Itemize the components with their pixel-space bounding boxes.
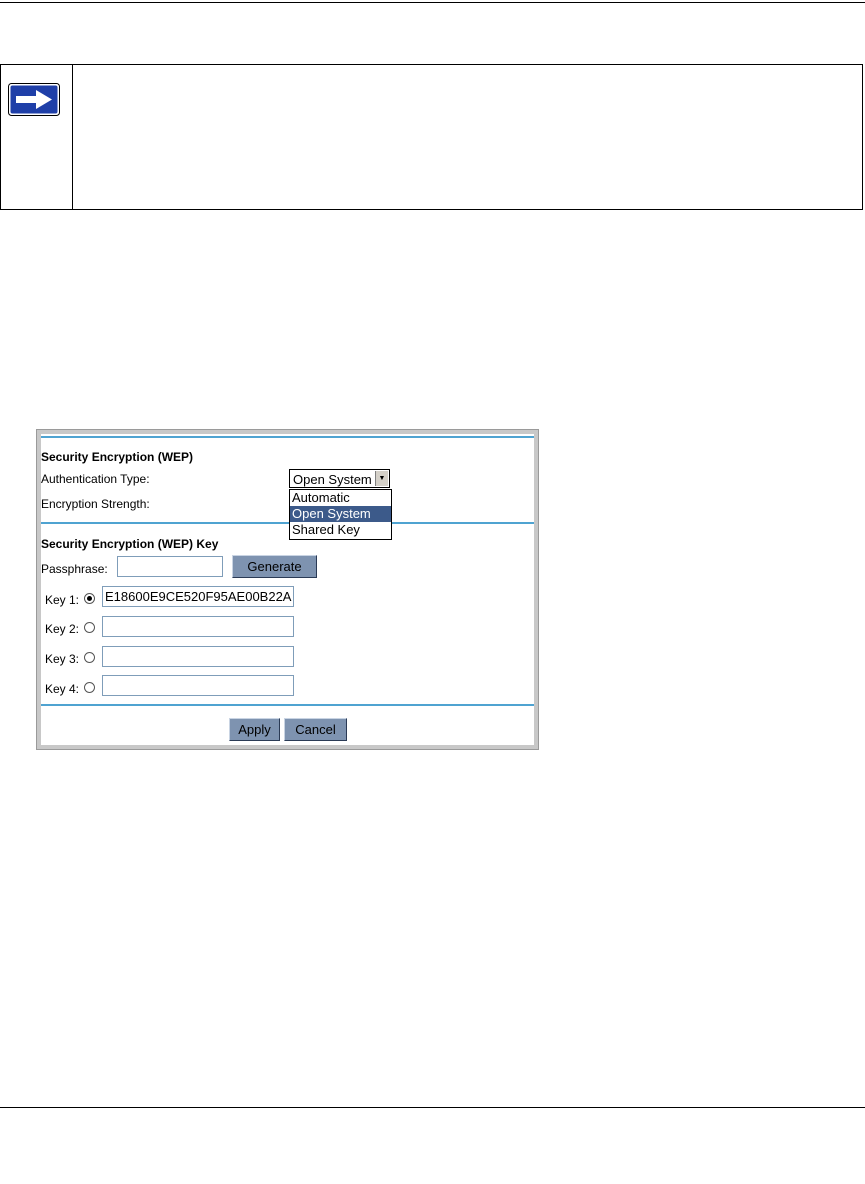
top-rule <box>0 2 865 3</box>
section-title-wep-key: Security Encryption (WEP) Key <box>41 537 219 551</box>
key-1-label: Key 1: <box>45 593 80 607</box>
auth-type-dropdown <box>289 489 392 540</box>
cancel-button[interactable]: Cancel <box>284 718 347 741</box>
key-3-input[interactable] <box>102 646 294 667</box>
generate-button[interactable]: Generate <box>232 555 317 578</box>
auth-option-automatic[interactable]: Automatic <box>292 490 350 505</box>
key-2-input[interactable] <box>102 616 294 637</box>
key-2-label: Key 2: <box>45 622 80 636</box>
passphrase-label: Passphrase: <box>41 562 108 576</box>
note-box <box>0 64 863 210</box>
panel-content <box>41 434 534 745</box>
key-1-input[interactable]: E18600E9CE520F95AE00B22A <box>102 586 294 607</box>
key-4-label: Key 4: <box>45 682 80 696</box>
section-title-wep: Security Encryption (WEP) <box>41 450 194 464</box>
arrow-right-icon <box>8 83 60 116</box>
bottom-rule <box>0 1107 865 1108</box>
key-3-radio[interactable] <box>84 652 95 663</box>
separator-line <box>41 704 534 706</box>
key-2-radio[interactable] <box>84 622 95 633</box>
auth-option-shared-key[interactable]: Shared Key <box>292 522 360 537</box>
chevron-down-icon[interactable]: ▼ <box>375 471 388 486</box>
auth-type-select[interactable] <box>289 469 390 488</box>
encryption-strength-label: Encryption Strength: <box>41 497 150 511</box>
separator-line <box>41 522 534 524</box>
auth-type-label: Authentication Type: <box>41 472 150 486</box>
auth-option-open-system[interactable]: Open System <box>290 506 391 522</box>
apply-button[interactable]: Apply <box>229 718 280 741</box>
note-divider <box>72 65 73 209</box>
key-4-input[interactable] <box>102 675 294 696</box>
separator-line <box>41 436 534 438</box>
key-3-label: Key 3: <box>45 652 80 666</box>
wep-settings-panel <box>36 429 539 750</box>
key-4-radio[interactable] <box>84 682 95 693</box>
key-1-radio[interactable] <box>84 593 95 604</box>
passphrase-input[interactable] <box>117 556 223 577</box>
auth-type-value: Open System <box>293 472 372 487</box>
